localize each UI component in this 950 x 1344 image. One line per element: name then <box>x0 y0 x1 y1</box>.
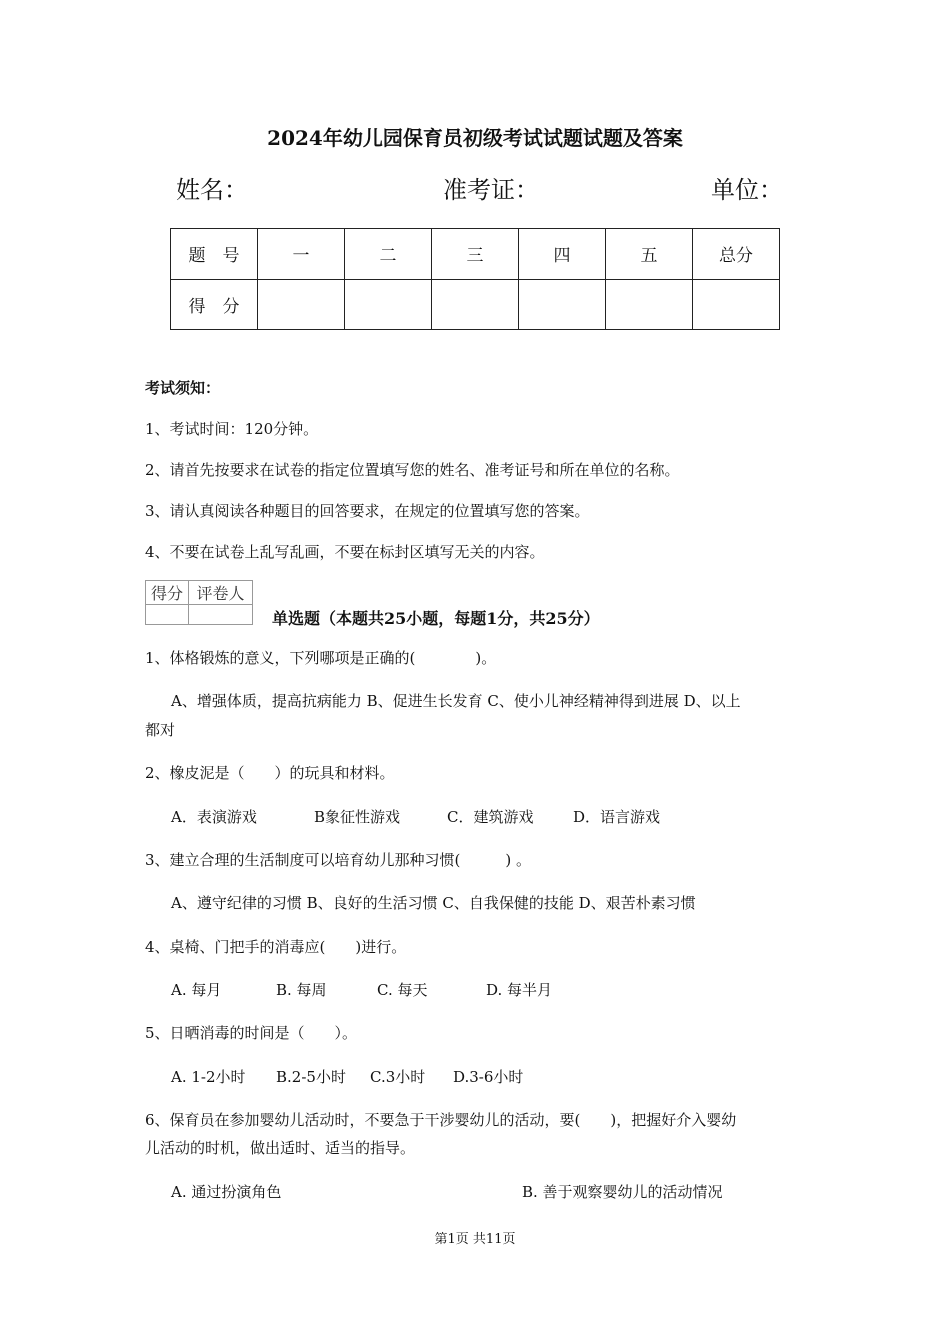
question-6-option-a: A. 通过扮演角色 <box>171 1183 282 1201</box>
name-label: 姓名： <box>176 176 248 204</box>
score-cell-1: 一 <box>258 229 345 280</box>
question-5-option-c: C.3小时 <box>370 1068 426 1086</box>
question-4-option-c: C. 每天 <box>377 981 428 999</box>
question-6-stem-cont: 儿活动的时机，做出适时、适当的指导。 <box>145 1139 416 1157</box>
score-table-header-row <box>171 229 780 280</box>
question-6-option-b: B. 善于观察婴幼儿的活动情况 <box>522 1183 723 1201</box>
question-4-stem: 4、桌椅、门把手的消毒应( )进行。 <box>145 938 407 956</box>
score-input-1[interactable] <box>258 279 345 330</box>
unit-label: 单位： <box>711 176 783 204</box>
score-cell-5: 五 <box>606 229 693 280</box>
score-cell-2: 二 <box>345 229 432 280</box>
score-input-3[interactable] <box>432 279 519 330</box>
question-5-option-a: A. 1-2小时 <box>171 1068 246 1086</box>
question-1-stem: 1、体格锻炼的意义，下列哪项是正确的( )。 <box>145 649 497 667</box>
question-1-options-cont: 都对 <box>145 721 176 739</box>
score-row-label: 得 分 <box>171 279 258 330</box>
grader-score-label: 得分 <box>146 581 189 605</box>
question-2-stem: 2、橡皮泥是（ ）的玩具和材料。 <box>145 764 395 782</box>
question-5-option-d: D.3-6小时 <box>453 1068 524 1086</box>
question-4-option-a: A. 每月 <box>171 981 222 999</box>
question-3-options: A、遵守纪律的习惯 B、良好的生活习惯 C、自我保健的技能 D、艰苦朴素习惯 <box>171 894 696 912</box>
grader-name-label: 评卷人 <box>189 581 253 605</box>
question-3-stem: 3、建立合理的生活制度可以培育幼儿那种习惯( ) 。 <box>145 851 532 869</box>
score-input-4[interactable] <box>519 279 606 330</box>
question-4-option-b: B. 每周 <box>276 981 327 999</box>
question-2-option-d: D．语言游戏 <box>573 808 661 826</box>
section-title: 单选题（本题共25小题，每题1分，共25分） <box>272 609 600 628</box>
notice-item: 4、不要在试卷上乱写乱画，不要在标封区填写无关的内容。 <box>145 543 545 561</box>
grader-score-field[interactable] <box>146 605 189 625</box>
score-table <box>170 228 780 330</box>
score-cell-total: 总分 <box>693 229 780 280</box>
page-title: 2024年幼儿园保育员初级考试试题试题及答案 <box>267 126 683 150</box>
page-footer: 第1页 共11页 <box>434 1232 516 1247</box>
score-cell-4: 四 <box>519 229 606 280</box>
score-input-total[interactable] <box>693 279 780 330</box>
question-2-option-b: B象征性游戏 <box>314 808 401 826</box>
question-5-stem: 5、日晒消毒的时间是（ ）。 <box>145 1024 358 1042</box>
notice-item: 3、请认真阅读各种题目的回答要求，在规定的位置填写您的答案。 <box>145 502 590 520</box>
grader-table <box>145 580 253 625</box>
notice-heading: 考试须知： <box>145 379 221 397</box>
question-2-option-c: C．建筑游戏 <box>447 808 534 826</box>
notice-item: 2、请首先按要求在试卷的指定位置填写您的姓名、准考证号和所在单位的名称。 <box>145 461 680 479</box>
exam-id-label: 准考证： <box>443 176 539 204</box>
question-4-option-d: D. 每半月 <box>486 981 553 999</box>
score-cell-3: 三 <box>432 229 519 280</box>
question-5-option-b: B.2-5小时 <box>276 1068 346 1086</box>
question-6-stem: 6、保育员在参加婴幼儿活动时，不要急于干涉婴幼儿的活动，要( )，把握好介入婴幼 <box>145 1111 737 1129</box>
notice-item: 1、考试时间：120分钟。 <box>145 420 319 438</box>
grader-name-field[interactable] <box>189 605 253 625</box>
score-input-5[interactable] <box>606 279 693 330</box>
question-1-options: A、增强体质，提高抗病能力 B、促进生长发育 C、使小儿神经精神得到进展 D、以上 <box>171 692 741 710</box>
score-cell-label: 题 号 <box>171 229 258 280</box>
question-2-option-a: A．表演游戏 <box>171 808 257 826</box>
score-table-score-row <box>171 279 780 330</box>
score-input-2[interactable] <box>345 279 432 330</box>
